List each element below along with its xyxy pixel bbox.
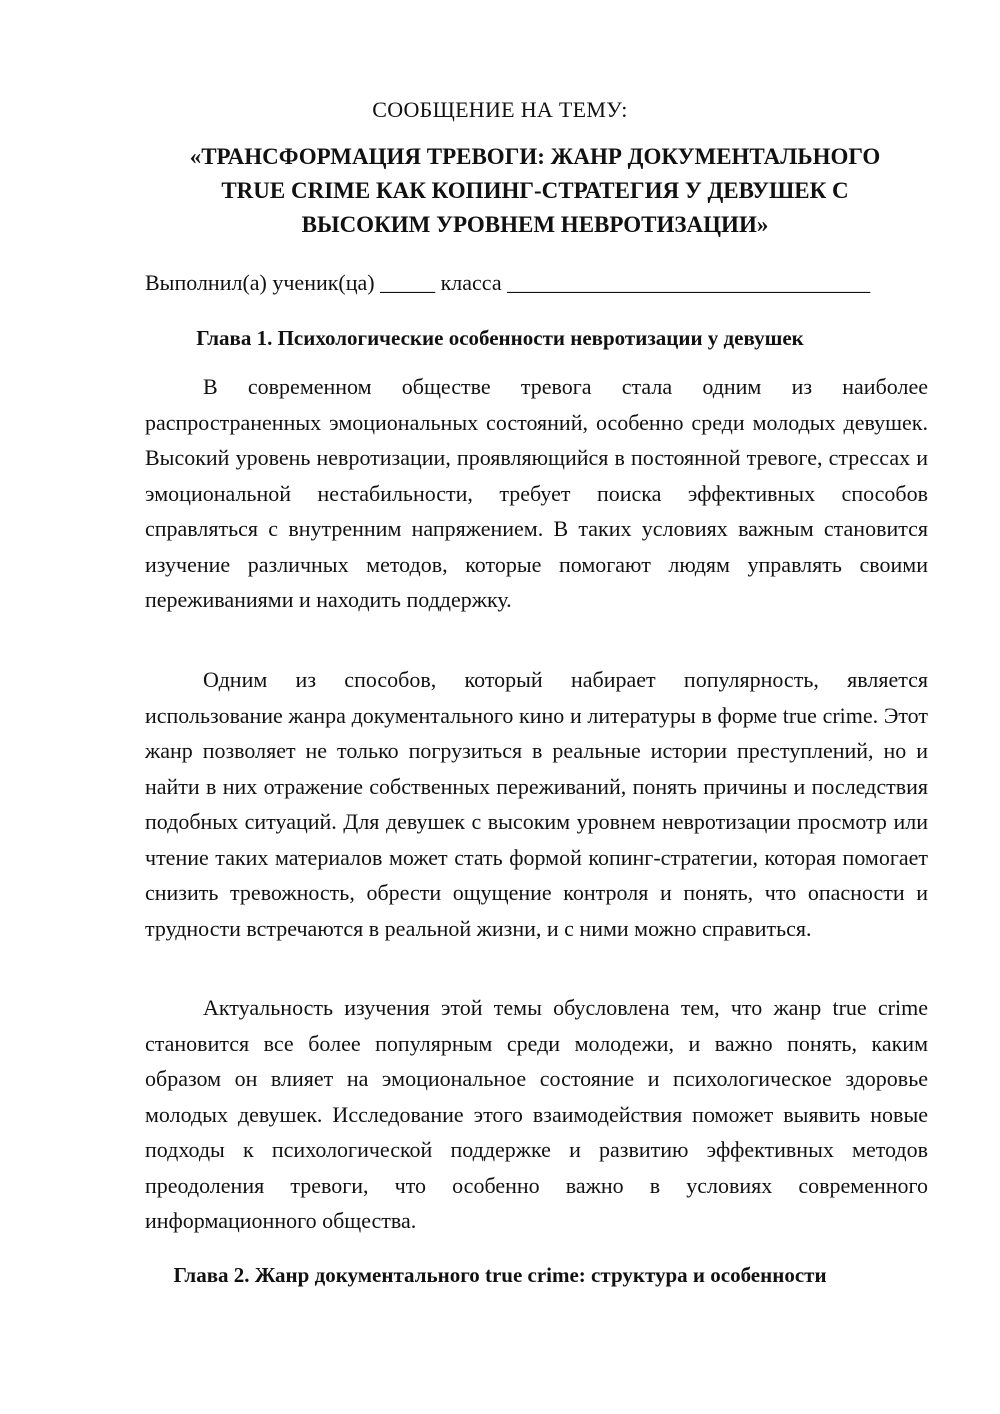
title-line: ВЫСОКИМ УРОВНЕМ НЕВРОТИЗАЦИИ» bbox=[301, 212, 769, 237]
report-title bbox=[120, 140, 950, 242]
title-line: «ТРАНСФОРМАЦИЯ ТРЕВОГИ: ЖАНР ДОКУМЕНТАЛЬНОГО bbox=[189, 144, 881, 169]
chapter-1-heading: Глава 1. Психологические особенности невротизации у девушек bbox=[196, 326, 804, 350]
title-line: TRUE CRIME КАК КОПИНГ-СТРАТЕГИЯ У ДЕВУШЕК С bbox=[221, 178, 849, 203]
paragraph: Одним из способов, который набирает популярность, является использование жанра документального кино и литературы в форме true crime. Этот жанр позволяет не только погрузиться в реальные истории преступлений, но и найти в них отражение собственных переживаний, понять причины и последствия подобных ситуаций. Для девушек с высоким уровнем невротизации просмотр или чтение таких материалов может стать формой копинг-стратегии, которая помогает снизить тревожность, обрести ощущение контроля и понять, что опасности и трудности встречаются в реальной жизни, и с ними можно справиться. bbox=[145, 667, 928, 941]
chapter-2-heading: Глава 2. Жанр документального true crime: структура и особенности bbox=[173, 1263, 827, 1287]
report-type-label: СООБЩЕНИЕ НА ТЕМУ: bbox=[372, 97, 628, 122]
paragraph: Актуальность изучения этой темы обусловлена тем, что жанр true crime становится все более популярным среди молодежи, и важно понять, каким образом он влияет на эмоциональное состояние и психологическое здоровье молодых девушек. Исследование этого взаимодействия поможет выявить новые подходы к психологической поддержке и развитию эффективных методов преодоления тревоги, что особенно важно в условиях современного информационного общества. bbox=[145, 995, 928, 1233]
author-line: Выполнил(а) ученик(ца) _____ класса _________________________________ bbox=[145, 270, 871, 295]
paragraph: В современном обществе тревога стала одним из наиболее распространенных эмоциональных состояний, особенно среди молодых девушек. Высокий уровень невротизации, проявляющийся в постоянной тревоге, стрессах и эмоциональной нестабильности, требует поиска эффективных способов справляться с внутренним напряжением. В таких условиях важным становится изучение различных методов, которые помогают людям управлять своими переживаниями и находить поддержку. bbox=[145, 374, 928, 612]
